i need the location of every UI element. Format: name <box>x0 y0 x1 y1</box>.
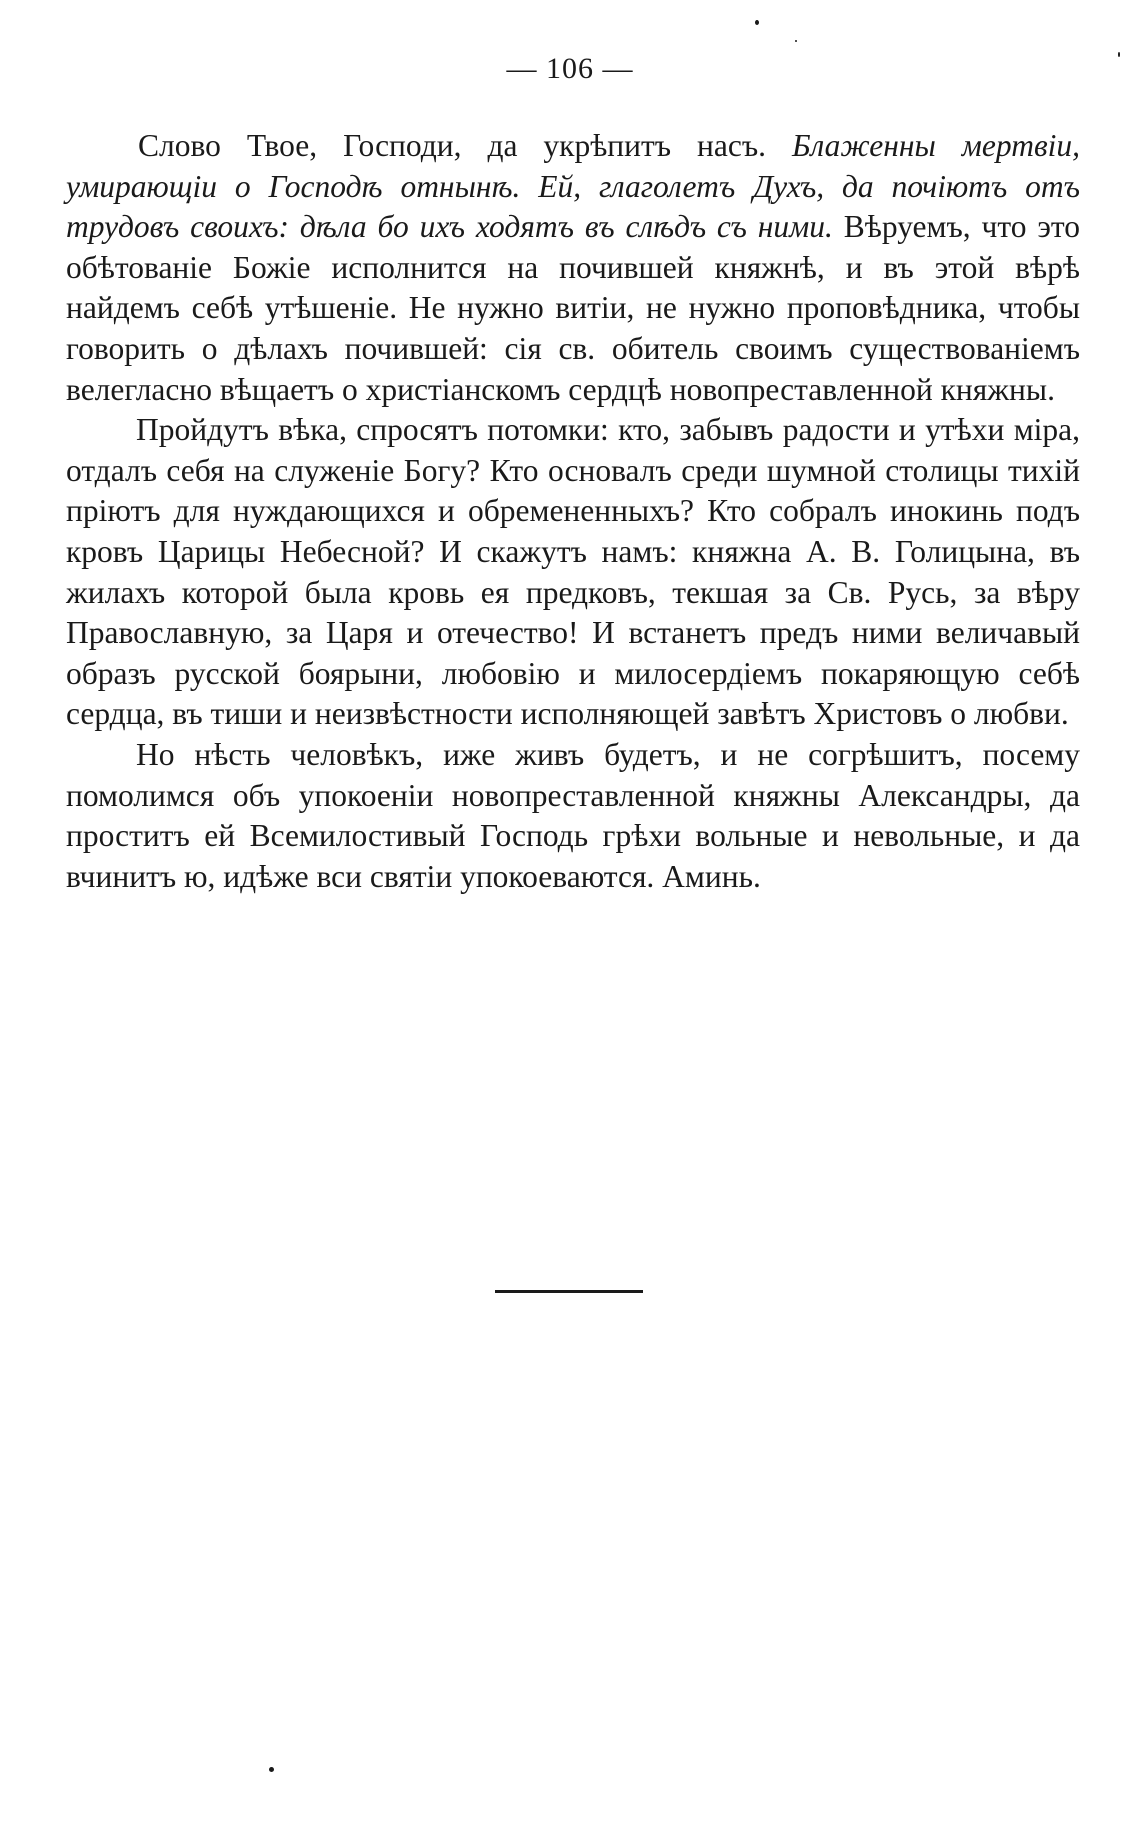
page-number: — 106 — <box>506 52 634 85</box>
scripture-quote: Блаженны мертвіи, умирающіи о Господѣ отнынѣ. Ей, глаголетъ Духъ, да почіютъ отъ трудовъ своихъ: дѣла бо ихъ ходятъ въ слѣдъ съ ними. <box>66 128 1080 245</box>
paragraph <box>66 126 1080 410</box>
paragraph-text: Пройдутъ вѣка, спросятъ потомки: кто, забывъ радости и утѣхи міра, отдалъ себя на служеніе Богу? Кто основалъ среди шумной столицы тихій пріютъ для нуждающихся и обремененныхъ? Кто собралъ инокинь подъ кровъ Царицы Небесной? И скажутъ намъ: княжна А. В. Голицына, въ жилахъ которой была кровь ея предковъ, текшая за Св. Русь, за вѣру Православную, за Царя и отечество! И встанетъ предъ ними величавый образъ русской боярыни, любовію и милосердіемъ покаряющую себѣ сердца, въ тиши и неизвѣстности исполняющей завѣтъ Христовъ о любви. <box>66 412 1080 732</box>
body-text <box>66 126 1080 897</box>
paragraph-text: Но нѣсть человѣкъ, иже живъ будетъ, и не согрѣшитъ, посему помолимся объ упокоеніи новопреставленной княжны Александры, да проститъ ей Всемилостивый Господь грѣхи вольные и невольные, и да вчинитъ ю, идѣже вси святіи упокоеваются. Аминь. <box>66 736 1080 894</box>
end-rule-divider <box>495 1290 643 1293</box>
paragraph-text: Слово Твое, Господи, да укрѣпитъ насъ. <box>138 128 792 163</box>
paragraph <box>66 735 1080 897</box>
print-speck <box>755 20 759 25</box>
print-speck <box>269 1767 274 1772</box>
print-speck <box>1118 52 1120 57</box>
paragraph <box>66 410 1080 735</box>
print-speck <box>795 40 797 42</box>
paragraph-text: Вѣруемъ, что это обѣтованіе Божіе исполнится на почившей княжнѣ, и въ этой вѣрѣ найдемъ себѣ утѣшеніе. Не нужно витіи, не нужно проповѣдника, чтобы говорить о дѣлахъ почившей: сія св. обитель своимъ существованіемъ велегласно вѣщаетъ о христіанскомъ сердцѣ новопреставленной княжны. <box>66 209 1080 407</box>
